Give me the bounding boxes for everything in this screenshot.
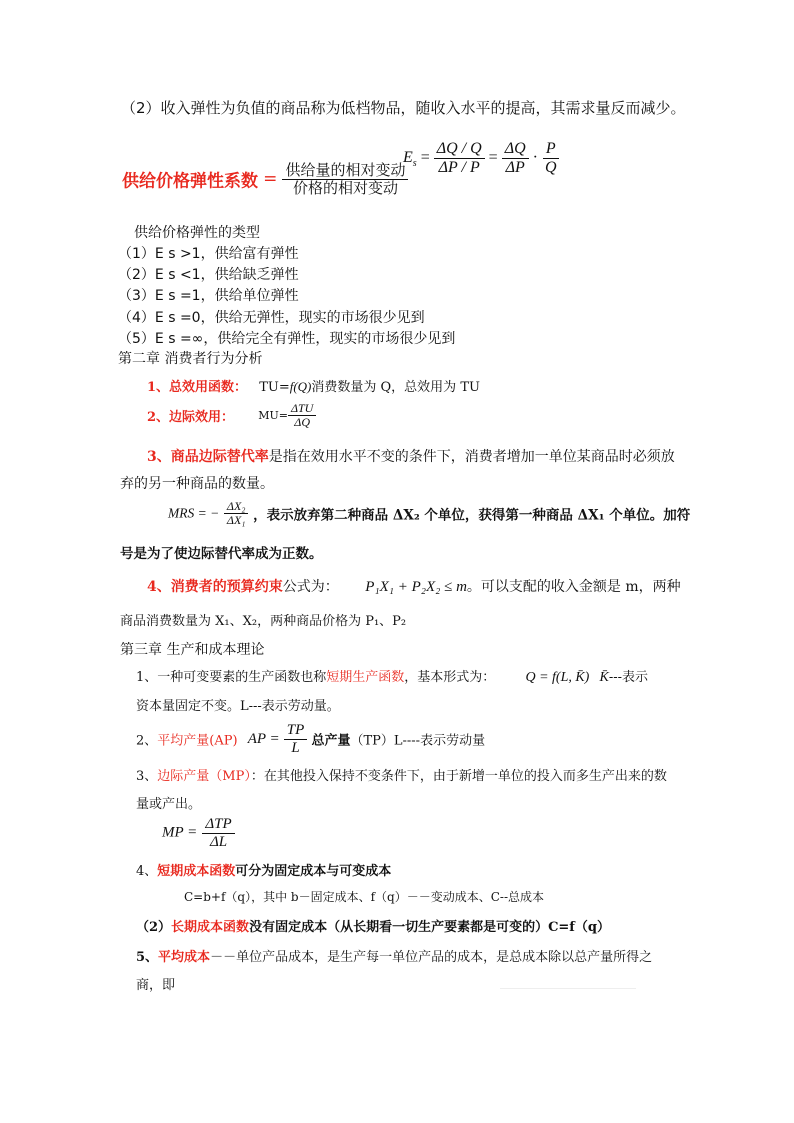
supply-coef-formula: 供给价格弹性系数 = $\frac{\text{供给量的相对变动}}{\text{价格的相对变动}}$ xyxy=(122,162,408,196)
average-cost-cont: 商，即 xyxy=(136,978,176,993)
marginal-product-cont: 量或产出。 xyxy=(136,797,202,812)
es-formula: $E_s$ = $\frac{\Delta Q / Q}{\Delta P / P}$ = $\frac{\Delta Q}{\Delta P}$ · $\frac{P}{Q}$ xyxy=(403,140,560,176)
es-fraction-2: $\frac{\Delta Q}{\Delta P}$ xyxy=(502,140,529,176)
marginal-utility-row: 2、边际效用： MU= $\frac{\text{ΔTU}}{\Delta Q}$ xyxy=(147,402,316,429)
chapter3-title: 第三章 生产和成本理论 xyxy=(120,642,265,658)
supply-coef-fraction: $\frac{\text{供给量的相对变动}}{\text{价格的相对变动}}$ xyxy=(282,162,408,196)
short-run-production-note: 资本量固定不变。L---表示劳动量。 xyxy=(136,699,340,714)
total-utility-row: 1、总效用函数： TU=f(Q)消费数量为 Q，总效用为 TU xyxy=(147,379,480,395)
es-fraction-3: $\frac{P}{Q}$ xyxy=(542,140,560,176)
budget-row: 4、消费者的预算约束公式为： P₁X₁ + P₂X₂ ≤ m。可以支配的收入金额是 m，两种 xyxy=(147,579,681,595)
es-fraction-1: $\frac{\Delta Q / Q}{\Delta P / P}$ xyxy=(434,140,485,176)
short-run-cost-row: 4、短期成本函数可分为固定成本与可变成本 xyxy=(136,864,392,879)
average-product-row: 2、平均产量(AP) AP = $\frac{TP}{L}$ 总产量（TP）L----表示劳动量 xyxy=(136,722,486,756)
mrs-definition: 3、商品边际替代率是指在效用水平不变的条件下，消费者增加一单位某商品时必须放 xyxy=(147,449,675,465)
supply-coef-label: 供给价格弹性系数 xyxy=(122,171,258,192)
marginal-product-row: 3、边际产量（MP）：在其他投入保持不变条件下，由于新增一单位的投入而多生产出来的数 xyxy=(136,769,667,784)
ap-fraction: $\frac{TP}{L}$ xyxy=(284,722,308,756)
list-item: （2）E s <1，供给缺乏弹性 xyxy=(118,267,299,284)
mp-formula: MP = $\frac{\text{ΔTP}}{\Delta L}$ xyxy=(162,816,235,850)
list-item: （1）E s >1，供给富有弹性 xyxy=(118,246,299,262)
list-item: （4）E s =0，供给无弹性，现实的市场很少见到 xyxy=(118,309,425,326)
list-item: （3）E s =1，供给单位弹性 xyxy=(118,288,299,305)
income-elasticity-note: （2）收入弹性为负值的商品称为低档物品，随收入水平的提高，其需求量反而减少。 xyxy=(121,99,686,117)
cost-equation: C=b+f（q），其中 b－固定成本、f（q）－－变动成本、C--总成本 xyxy=(184,890,545,904)
short-run-production-row: 1、一种可变要素的生产函数也称短期生产函数，基本形式为： Q = f(L, K̄) K̄---表示 xyxy=(136,670,649,685)
types-list xyxy=(118,244,455,350)
mrs-fraction: $\frac{\text{ΔX₂}}{\text{ΔX₁}}$ xyxy=(224,500,249,527)
divider xyxy=(500,988,636,989)
mrs-formula-row: MRS = − $\frac{\text{ΔX₂}}{\text{ΔX₁}}$ ，表示放弃第二种商品 ΔX₂ 个单位，获得第一种商品 ΔX₁ 个单位。加符 xyxy=(168,499,691,528)
es-lhs: $E_s$ xyxy=(403,148,417,169)
list-item: （5）E s =∞，供给完全有弹性，现实的市场很少见到 xyxy=(118,330,456,347)
chapter2-title: 第二章 消费者行为分析 xyxy=(118,351,263,367)
mp-fraction: $\frac{\text{ΔTP}}{\Delta L}$ xyxy=(202,816,234,850)
budget-note: 商品消费数量为 X₁、X₂，两种商品价格为 P₁、P₂ xyxy=(120,614,407,629)
mrs-note: 号是为了使边际替代率成为正数。 xyxy=(120,546,323,562)
types-heading: 供给价格弹性的类型 xyxy=(134,225,260,241)
average-cost-row: 5、平均成本－－单位产品成本，是生产每一单位产品的成本，是总成本除以总产量所得之 xyxy=(136,950,653,965)
long-run-cost-row: （2）长期成本函数没有固定成本（从长期看一切生产要素都是可变的）C=f（q） xyxy=(136,920,610,935)
mrs-definition-cont: 弃的另一种商品的数量。 xyxy=(120,476,274,492)
mu-fraction: $\frac{\text{ΔTU}}{\Delta Q}$ xyxy=(288,402,316,429)
